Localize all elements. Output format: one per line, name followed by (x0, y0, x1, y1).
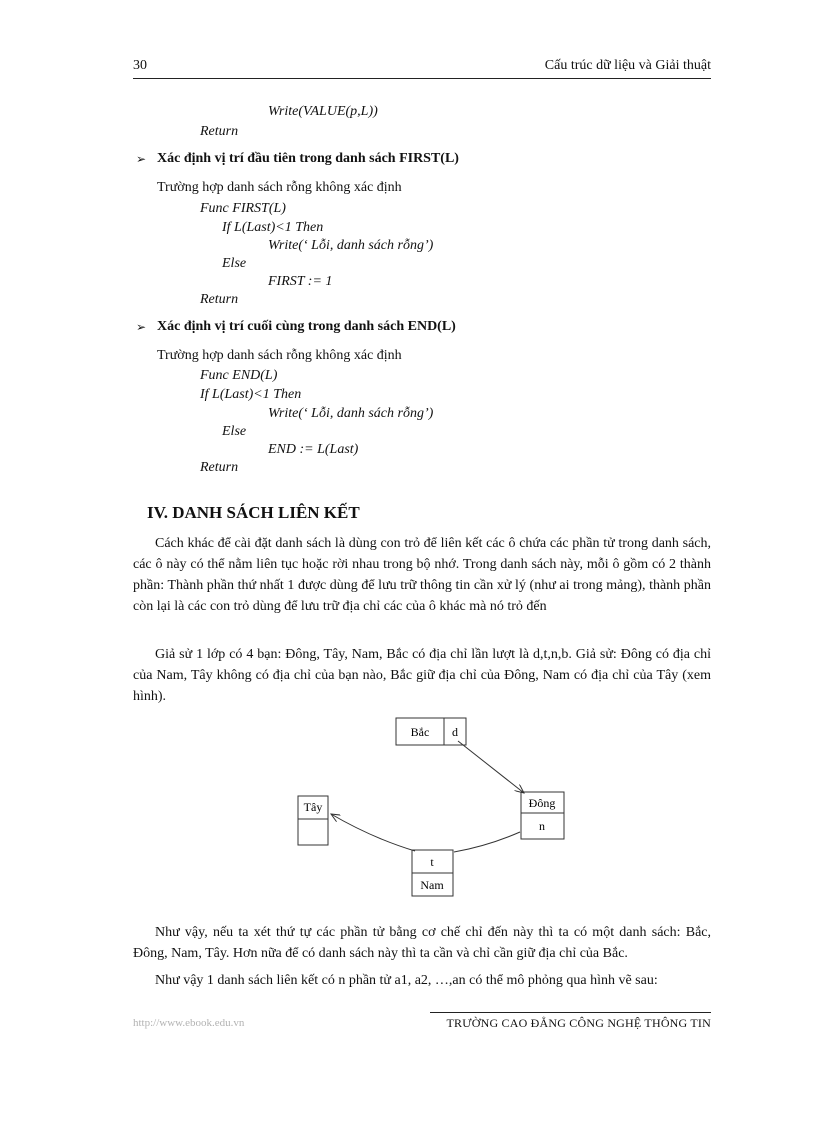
code-line: Write(‘ Lỗi, danh sách rỗng’) (268, 238, 434, 253)
paragraph-text: Như vậy 1 danh sách liên kết có n phần tử a1, a2, …,an có thể mô phỏng qua hình vẽ sau: (155, 973, 658, 988)
book-title: Cấu trúc dữ liệu và Giải thuật (544, 58, 711, 73)
bullet-arrow-icon: ➢ (136, 152, 147, 166)
code-line: Write(‘ Lỗi, danh sách rỗng’) (268, 406, 434, 421)
code-line: Func FIRST(L) (200, 201, 286, 216)
page-number: 30 (133, 58, 147, 73)
node-bac-name: Bắc (410, 725, 430, 739)
arrow-bac-to-dong (458, 741, 524, 793)
note-text: Trường hợp danh sách rỗng không xác định (157, 180, 402, 195)
section-title: IV. DANH SÁCH LIÊN KẾT (147, 503, 360, 522)
code-line: Write(VALUE(p,L)) (268, 104, 378, 119)
code-line: Func END(L) (200, 368, 278, 383)
paragraph (133, 922, 711, 964)
code-line: FIRST := 1 (268, 274, 333, 289)
node-tay-name: Tây (303, 800, 323, 814)
node-nam-pointer: t (430, 855, 434, 869)
note-text: Trường hợp danh sách rỗng không xác định (157, 348, 402, 363)
footer-school-name: TRƯỜNG CAO ĐẲNG CÔNG NGHỆ THÔNG TIN (446, 1016, 711, 1030)
paragraph-text: Cách khác để cài đặt danh sách là dùng con trỏ để liên kết các ô chứa các phần tử trong danh sách, các ô này có thể nằm liên tục hoặc rời nhau trong bộ nhớ. Trong danh sách này, mỗi ô gồm có 2 thành phần: Thành phần thứ nhất 1 được dùng để lưu trữ thông tin cần xử lý (như ai trong mảng), thành phần còn lại là các con trỏ dùng để lưu trữ địa chỉ các của ô khác mà nó trỏ đến (133, 536, 711, 614)
footer-url: http://www.ebook.edu.vn (133, 1017, 245, 1029)
node-nam-name: Nam (420, 878, 444, 892)
node-dong-name: Đông (528, 796, 556, 810)
code-line: Else (222, 256, 247, 271)
arrow-nam-to-tay (331, 814, 415, 851)
subsection-heading-first: Xác định vị trí đầu tiên trong danh sách FIRST(L) (157, 151, 459, 166)
paragraph (133, 970, 711, 991)
code-line: If L(Last)<1 Then (222, 220, 324, 235)
footer-rule (430, 1012, 711, 1013)
code-line: END := L(Last) (268, 442, 359, 457)
code-line: Return (200, 124, 239, 139)
code-line: If L(Last)<1 Then (200, 387, 302, 402)
bullet-arrow-icon: ➢ (136, 320, 147, 334)
code-line: Return (200, 292, 239, 307)
node-bac-pointer: d (452, 725, 458, 739)
code-line: Return (200, 460, 239, 475)
paragraph-text: Giả sử 1 lớp có 4 bạn: Đông, Tây, Nam, Bắc có địa chỉ lần lượt là d,t,n,b. Giả sử: Đông có địa chỉ của Nam, Tây không có địa chỉ của bạn nào, Bắc giữ địa chỉ của Đông, Nam có địa chỉ của Tây (xem hình). (133, 647, 711, 704)
node-dong-pointer: n (539, 819, 545, 833)
subsection-heading-end: Xác định vị trí cuối cùng trong danh sách END(L) (157, 319, 456, 334)
arrow-dong-to-nam (454, 832, 520, 852)
code-line: Else (222, 424, 247, 439)
paragraph-text: Như vậy, nếu ta xét thứ tự các phần tử bằng cơ chế chỉ đến này thì ta có một danh sách: Bắc, Đông, Nam, Tây. Hơn nữa để có danh sách này thì ta cần và chỉ cần giữ địa chỉ của Bắc. (133, 925, 711, 961)
